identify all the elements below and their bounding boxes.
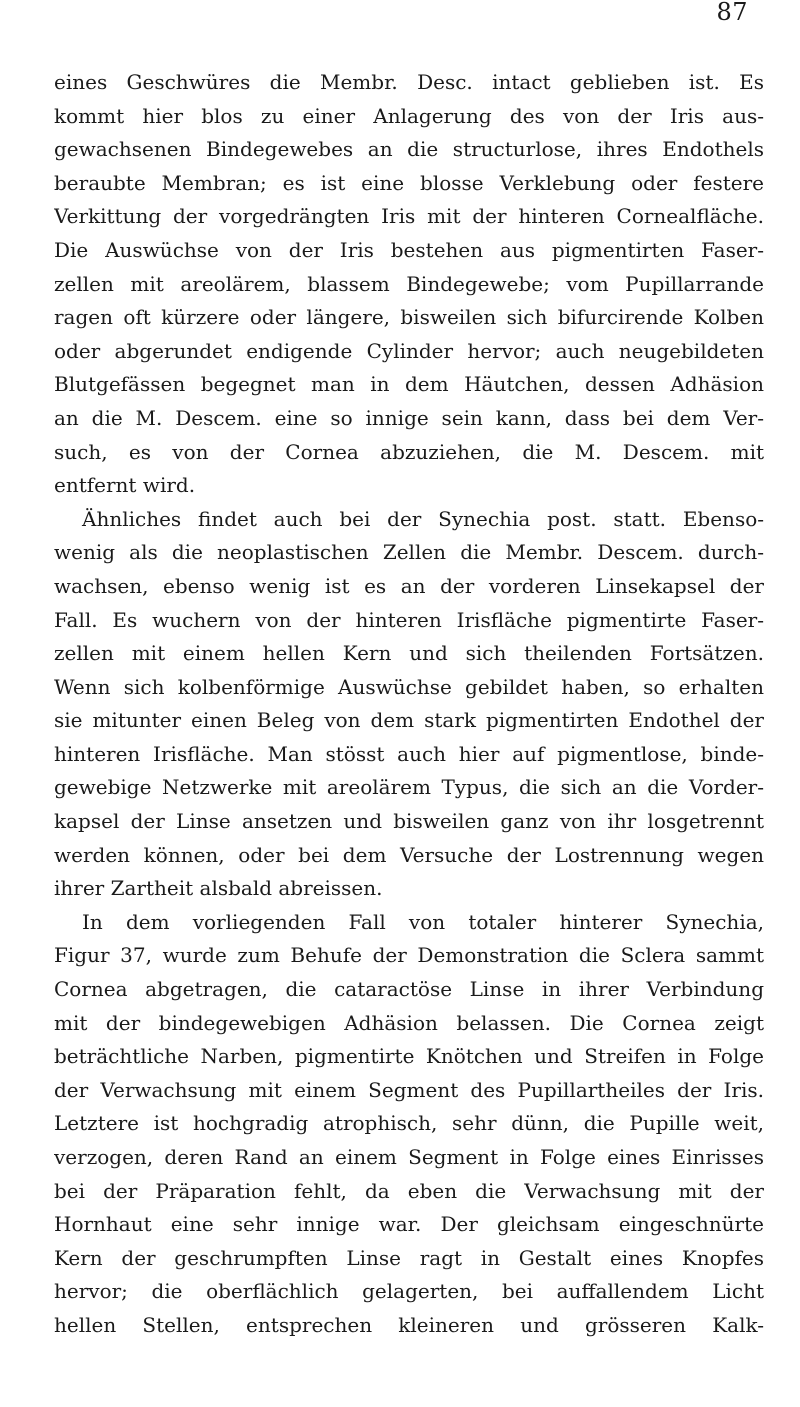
text-line: Hornhaut eine sehr innige war. Der gleichsam eingeschnürte [54,1212,764,1237]
text-line: werden können, oder bei dem Versuche der Lostrennung wegen [54,842,764,867]
text-line: ragen oft kürzere oder längere, bisweilen sich bifurcirende Kolben [54,305,764,330]
text-line: hinteren Irisfläche. Man stösst auch hier auf pigmentlose, binde- [54,741,764,766]
text-line: mit der bindegewebigen Adhäsion belassen. Die Cornea zeigt [54,1010,764,1035]
text-line: verzogen, deren Rand an einem Segment in Folge eines Einrisses [54,1145,764,1169]
text-line: such, es von der Cornea abzuziehen, die M. Descem. mit [54,439,764,464]
text-line: wenig als die neoplastischen Zellen die Membr. Descem. durch- [54,540,764,565]
text-line: beraubte Membran; es ist eine blosse Verklebung oder festere [54,170,764,195]
paragraph-end-line: ihrer Zartheit alsbald abreissen. [54,876,383,901]
text-line: beträchtliche Narben, pigmentirte Knötchen und Streifen in Folge [54,1044,764,1069]
text-line: bei der Präparation fehlt, da eben die Verwachsung mit der [54,1178,764,1203]
text-line: sie mitunter einen Beleg von dem stark pigmentirten Endothel der [54,708,764,733]
body-text [54,66,764,1343]
text-line: der Verwachsung mit einem Segment des Pupillartheiles der Iris. [54,1077,764,1102]
text-line: Cornea abgetragen, die cataractöse Linse in ihrer Verbindung [54,977,764,1002]
text-line: kapsel der Linse ansetzen und bisweilen ganz von ihr losgetrennt [54,809,764,834]
text-line: kommt hier blos zu einer Anlagerung des von der Iris aus- [54,103,764,128]
text-line: Figur 37, wurde zum Behufe der Demonstration die Sclera sammt [54,943,764,968]
text-line: gewebige Netzwerke mit areolärem Typus, die sich an die Vorder- [54,775,764,800]
text-line: Kern der geschrumpften Linse ragt in Gestalt eines Knopfes [54,1245,764,1270]
text-line: zellen mit einem hellen Kern und sich theilenden Fortsätzen. [54,641,764,666]
text-line: hellen Stellen, entsprechen kleineren und grösseren Kalk- [54,1312,764,1337]
text-line: an die M. Descem. eine so innige sein kann, dass bei dem Ver- [54,405,764,430]
text-line: Wenn sich kolbenförmige Auswüchse gebildet haben, so erhalten [54,674,764,699]
page-number: 87 [716,0,748,26]
text-line: Fall. Es wuchern von der hinteren Irisfläche pigmentirte Faser- [54,607,764,632]
text-line: oder abgerundet endigende Cylinder hervor; auch neugebildeten [54,338,764,363]
text-line: gewachsenen Bindegewebes an die structurlose, ihres Endothels [54,137,764,162]
text-line: hervor; die oberflächlich gelagerten, bei auffallendem Licht [54,1279,764,1304]
text-line: Die Auswüchse von der Iris bestehen aus pigmentirten Faser- [54,237,764,262]
text-line: zellen mit areolärem, blassem Bindegewebe; vom Pupillarrande [54,271,764,296]
paragraph-start-line: Ähnliches findet auch bei der Synechia post. statt. Ebenso- [82,506,764,531]
text-line: eines Geschwüres die Membr. Desc. intact geblieben ist. Es [54,70,764,94]
text-line: Blutgefässen begegnet man in dem Häutchen, dessen Adhäsion [54,372,764,397]
paragraph-end-line: entfernt wird. [54,473,196,498]
paragraph-start-line: In dem vorliegenden Fall von totaler hinterer Synechia, [82,909,764,934]
text-line: Verkittung der vorgedrängten Iris mit der hinteren Cornealfläche. [54,204,764,229]
text-line: wachsen, ebenso wenig ist es an der vorderen Linsekapsel der [54,573,764,598]
text-line: Letztere ist hochgradig atrophisch, sehr dünn, die Pupille weit, [54,1111,764,1136]
